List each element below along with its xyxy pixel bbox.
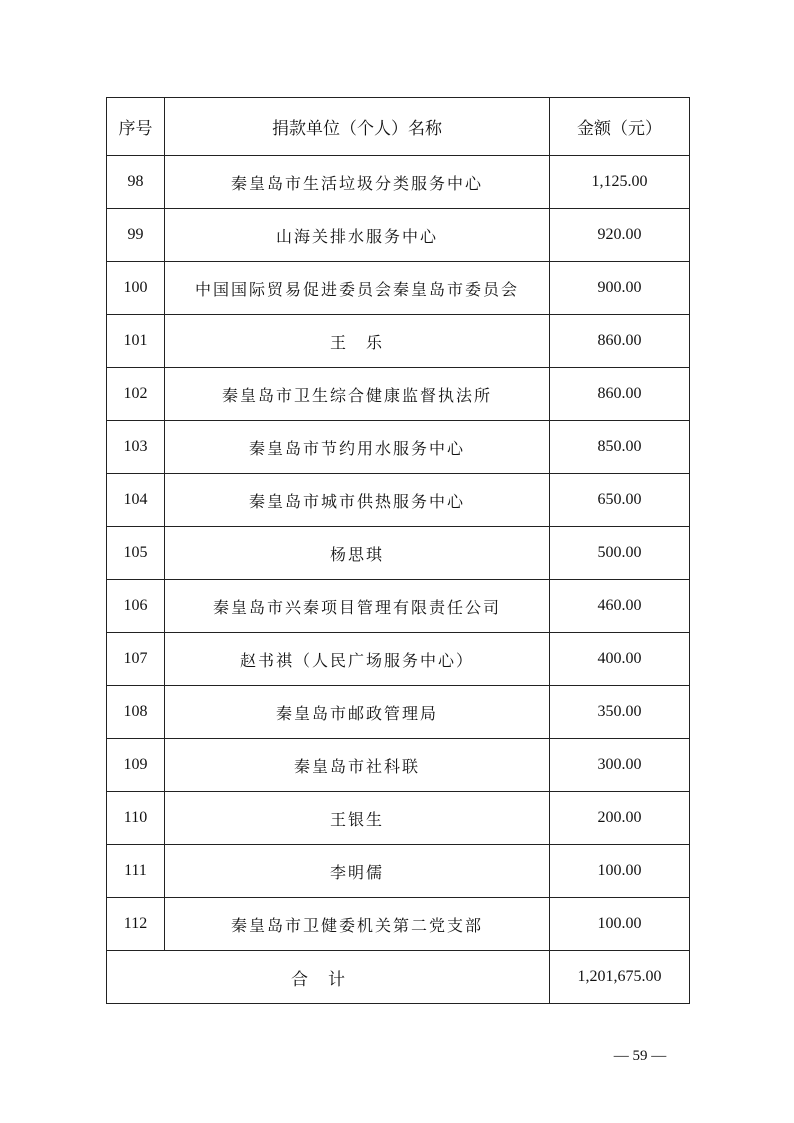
- table-row: [107, 209, 690, 262]
- row-name: 李明儒: [165, 845, 550, 898]
- table-row: [107, 262, 690, 315]
- row-amount: 100.00: [550, 898, 690, 951]
- page-number: — 59 —: [613, 1048, 667, 1064]
- row-amount: 1,125.00: [550, 156, 690, 209]
- table-row: [107, 315, 690, 368]
- row-name: 秦皇岛市兴秦项目管理有限责任公司: [165, 580, 550, 633]
- table-row: [107, 686, 690, 739]
- row-amount: 860.00: [550, 368, 690, 421]
- table-row: [107, 527, 690, 580]
- row-name: 王银生: [165, 792, 550, 845]
- row-index: 109: [107, 739, 165, 792]
- row-name: 秦皇岛市社科联: [165, 739, 550, 792]
- row-name: 赵书祺（人民广场服务中心）: [165, 633, 550, 686]
- row-index: 101: [107, 315, 165, 368]
- row-index: 112: [107, 898, 165, 951]
- table-row: [107, 845, 690, 898]
- row-amount: 200.00: [550, 792, 690, 845]
- row-index: 99: [107, 209, 165, 262]
- row-name: 中国国际贸易促进委员会秦皇岛市委员会: [165, 262, 550, 315]
- row-name: 杨思琪: [165, 527, 550, 580]
- table-row: [107, 421, 690, 474]
- table-body: [107, 156, 690, 951]
- row-amount: 400.00: [550, 633, 690, 686]
- row-index: 102: [107, 368, 165, 421]
- donation-table: [106, 97, 690, 1004]
- row-amount: 100.00: [550, 845, 690, 898]
- table-header-row: [107, 98, 690, 156]
- table-row: [107, 633, 690, 686]
- row-amount: 350.00: [550, 686, 690, 739]
- donation-table-container: [106, 97, 689, 1004]
- table-row: [107, 156, 690, 209]
- row-name: 秦皇岛市卫生综合健康监督执法所: [165, 368, 550, 421]
- row-name: 山海关排水服务中心: [165, 209, 550, 262]
- row-index: 103: [107, 421, 165, 474]
- table-row: [107, 368, 690, 421]
- row-index: 100: [107, 262, 165, 315]
- row-amount: 300.00: [550, 739, 690, 792]
- row-index: 104: [107, 474, 165, 527]
- row-amount: 460.00: [550, 580, 690, 633]
- row-index: 111: [107, 845, 165, 898]
- row-index: 106: [107, 580, 165, 633]
- total-label: 合计: [107, 951, 550, 1004]
- total-amount: 1,201,675.00: [550, 951, 690, 1004]
- row-amount: 920.00: [550, 209, 690, 262]
- row-amount: 900.00: [550, 262, 690, 315]
- row-index: 108: [107, 686, 165, 739]
- row-amount: 850.00: [550, 421, 690, 474]
- table-row: [107, 474, 690, 527]
- header-index: 序号: [107, 98, 165, 156]
- table-row: [107, 792, 690, 845]
- row-index: 98: [107, 156, 165, 209]
- total-row: [107, 951, 690, 1004]
- row-amount: 860.00: [550, 315, 690, 368]
- row-index: 105: [107, 527, 165, 580]
- row-name: 秦皇岛市城市供热服务中心: [165, 474, 550, 527]
- header-name: 捐款单位（个人）名称: [165, 98, 550, 156]
- table-row: [107, 898, 690, 951]
- row-name: 秦皇岛市节约用水服务中心: [165, 421, 550, 474]
- row-name: 王 乐: [165, 315, 550, 368]
- row-name: 秦皇岛市卫健委机关第二党支部: [165, 898, 550, 951]
- table-row: [107, 580, 690, 633]
- row-amount: 650.00: [550, 474, 690, 527]
- row-index: 107: [107, 633, 165, 686]
- row-name: 秦皇岛市邮政管理局: [165, 686, 550, 739]
- row-index: 110: [107, 792, 165, 845]
- row-name: 秦皇岛市生活垃圾分类服务中心: [165, 156, 550, 209]
- row-amount: 500.00: [550, 527, 690, 580]
- table-row: [107, 739, 690, 792]
- header-amount: 金额（元）: [550, 98, 690, 156]
